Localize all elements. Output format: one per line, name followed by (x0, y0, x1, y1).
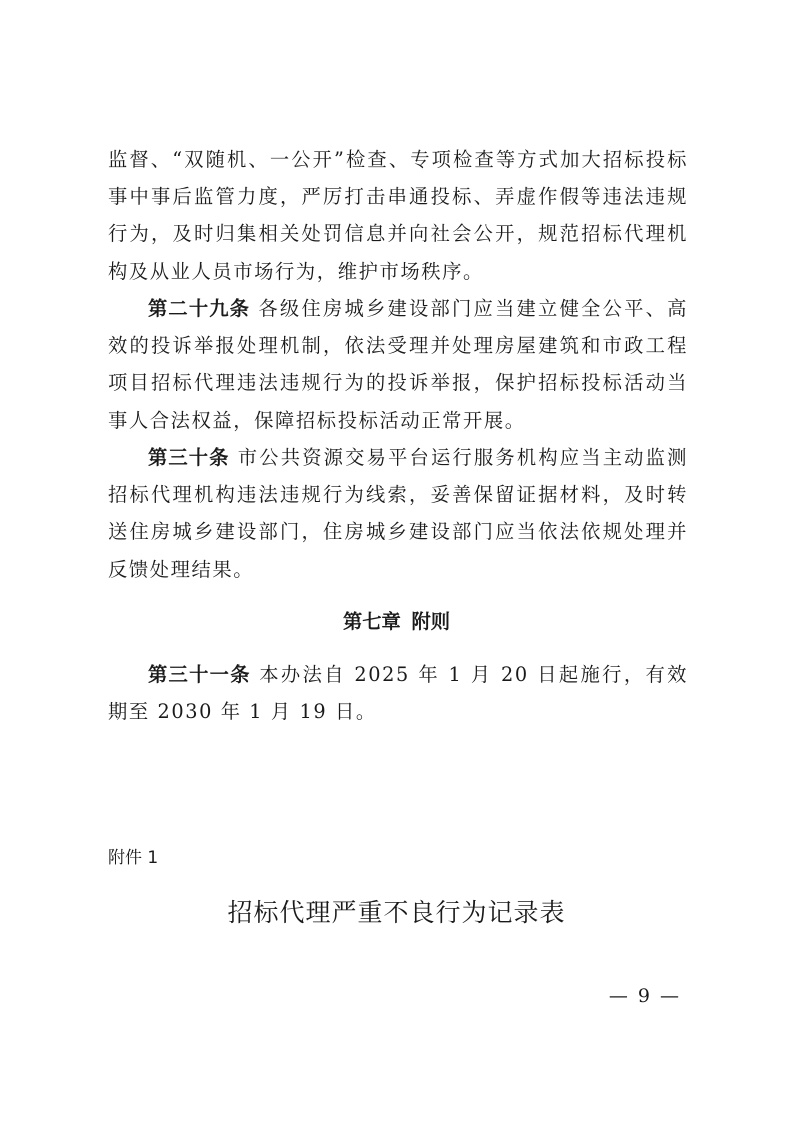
chapter-heading: 第七章 附则 (342, 610, 451, 633)
article-30-label: 第三十条 (148, 446, 230, 469)
article-30 (108, 439, 688, 588)
paragraph-supervision (108, 141, 688, 290)
paragraph-text: 监督、“双随机、一公开”检查、专项检查等方式加大招标投标事中事后监管力度，严厉打击串通投标、弄虚作假等违法违规行为，及时归集相关处罚信息并向社会公开，规范招标代理机构及从业人员市场行为，维护市场秩序。 (108, 148, 688, 283)
article-29 (108, 290, 688, 439)
page-number: — 9 — (608, 985, 681, 1007)
article-31-text: 本办法自 2025 年 1 月 20 日起施行，有效期至 2030 年 1 月 19 日。 (108, 663, 689, 724)
article-31-label: 第三十一条 (148, 663, 251, 686)
article-31 (108, 656, 688, 730)
article-29-label: 第二十九条 (148, 297, 251, 320)
article-29-text: 各级住房城乡建设部门应当建立健全公平、高效的投诉举报处理机制，依法受理并处理房屋建筑和市政工程项目招标代理违法违规行为的投诉举报，保护招标投标活动当事人合法权益，保障招标投标活动正常开展。 (108, 297, 689, 432)
form-title: 招标代理严重不良行为记录表 (227, 898, 566, 927)
attachment-label: 附件 1 (108, 848, 159, 868)
article-30-text: 市公共资源交易平台运行服务机构应当主动监测招标代理机构违法违规行为线索，妥善保留证据材料，及时转送住房城乡建设部门，住房城乡建设部门应当依法依规处理并反馈处理结果。 (108, 446, 689, 581)
